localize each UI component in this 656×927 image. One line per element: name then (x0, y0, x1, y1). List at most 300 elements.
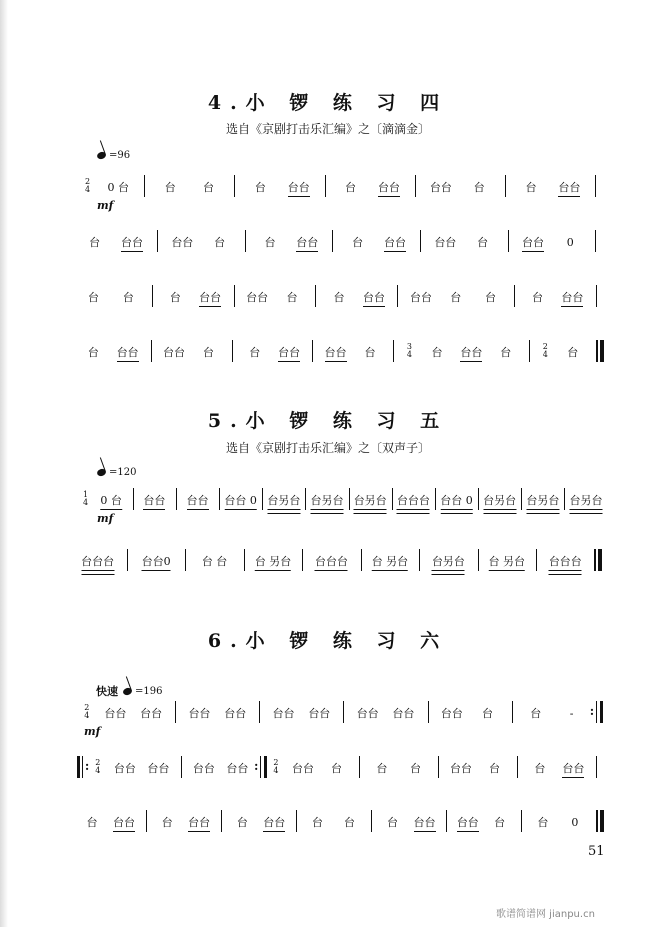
syllable-text: 台 (86, 816, 98, 829)
barline (144, 175, 145, 197)
gong-syllable (273, 707, 295, 721)
gong-syllable (88, 291, 99, 305)
gong-syllable (203, 346, 214, 360)
syllable-text: 台 (214, 236, 226, 249)
syllable-text: 台 (169, 291, 181, 304)
gong-syllable (561, 291, 583, 309)
barline (517, 756, 518, 778)
gong-syllable (143, 494, 165, 512)
time-signature-top: 2 (95, 758, 101, 767)
gong-syllable (357, 707, 379, 721)
time-signature (273, 759, 278, 775)
gong-syllable (532, 291, 543, 305)
page-number: 51 (588, 844, 605, 859)
barline (596, 285, 597, 307)
gong-syllable (104, 707, 126, 721)
syllable-text: 台台0 (141, 555, 171, 568)
underline (199, 306, 221, 309)
syllable-text: 台 (431, 346, 443, 359)
syllable-text: 台 (333, 291, 345, 304)
underline (142, 570, 171, 573)
double-underline (354, 509, 387, 514)
gong-syllable (376, 762, 387, 776)
notation-line (0, 555, 656, 595)
barline (332, 230, 333, 252)
syllable-text: 台台 0 (440, 494, 473, 507)
syllable-text: 台台 (308, 707, 331, 720)
barline (305, 488, 306, 510)
syllable-text: 台台台 (548, 555, 582, 568)
barline (536, 549, 537, 571)
barline (181, 756, 182, 778)
gong-syllable (288, 181, 310, 199)
gong-syllable (450, 762, 472, 776)
syllable-text: 台台 (377, 181, 400, 194)
gong-syllable (410, 291, 432, 305)
syllable-text: 台 (530, 707, 542, 720)
barline (315, 285, 316, 307)
syllable-text: 台另台 (526, 494, 560, 507)
gong-syllable (199, 291, 221, 309)
time-signature-top: 2 (273, 758, 279, 767)
double-underline (549, 570, 582, 575)
syllable-text: 台台 (104, 707, 127, 720)
gong-syllable (345, 181, 356, 195)
gong-syllable (315, 555, 348, 573)
gong-syllable (267, 494, 300, 514)
syllable-text: 台 (286, 291, 298, 304)
syllable-text: 台台 (226, 762, 249, 775)
syllable-text: 台 (254, 181, 266, 194)
barline (219, 488, 220, 510)
gong-syllable (562, 762, 584, 780)
repeat-start-barline (82, 756, 83, 778)
tempo-bpm: =196 (135, 685, 163, 697)
gong-syllable (432, 555, 465, 575)
gong-syllable (249, 346, 260, 360)
barline (438, 756, 439, 778)
underline (315, 570, 348, 573)
syllable-text: 台另台 (569, 494, 603, 507)
barline (596, 756, 597, 778)
syllable-text: 台 (567, 346, 579, 359)
final-barline (596, 810, 598, 832)
barline (397, 285, 398, 307)
syllable-text: 台 (161, 816, 173, 829)
syllable-text: 台台 (113, 762, 136, 775)
syllable-text: 台台 (263, 816, 286, 829)
gong-syllable (489, 555, 526, 573)
time-signature-bottom: 4 (83, 498, 89, 507)
syllable-text: 台 (494, 816, 506, 829)
gong-syllable (571, 816, 578, 830)
barline (133, 488, 134, 510)
syllable-text: 台 (537, 816, 549, 829)
gong-syllable (308, 707, 330, 721)
syllable-text: 台台 (521, 236, 544, 249)
barline (521, 488, 522, 510)
gong-syllable (430, 181, 452, 195)
barline (146, 810, 147, 832)
gong-syllable (107, 181, 129, 195)
time-signature-bottom: 4 (84, 711, 90, 720)
gong-syllable (414, 816, 436, 834)
notation-line (0, 342, 656, 386)
syllable-text: 台台 (199, 291, 222, 304)
barline (296, 810, 297, 832)
gong-syllable (522, 236, 544, 254)
double-underline (440, 509, 473, 514)
gong-syllable (286, 291, 297, 305)
barline (157, 230, 158, 252)
gong-syllable (500, 346, 511, 360)
syllable-text: 台 (485, 291, 497, 304)
syllable-text: 0 台 (107, 181, 129, 194)
gong-syllable (170, 291, 181, 305)
underline (117, 361, 139, 364)
final-barline (594, 549, 596, 571)
underline (188, 831, 210, 834)
gong-syllable (214, 236, 225, 250)
section-subtitle-4: 选自《京剧打击乐汇编》之〔滴滴金〕 (225, 122, 430, 136)
gong-syllable (530, 707, 541, 721)
gong-syllable (263, 816, 285, 834)
double-underline (432, 570, 465, 575)
notation-line (0, 236, 656, 276)
gong-syllable (558, 181, 580, 199)
syllable-text: - (569, 707, 574, 720)
barline (420, 230, 421, 252)
time-signature-top: 3 (406, 342, 413, 351)
double-underline (267, 509, 300, 514)
syllable-text: 台 台 (201, 555, 228, 568)
gong-syllable (450, 291, 461, 305)
barline (446, 810, 447, 832)
syllable-text: 台台 (558, 181, 581, 194)
barline (392, 488, 393, 510)
syllable-text: 台另台 (353, 494, 387, 507)
gong-syllable (88, 346, 99, 360)
syllable-text: 台 (343, 816, 355, 829)
gong-syllable (123, 291, 134, 305)
underline (121, 251, 143, 254)
gong-syllable (193, 762, 215, 776)
syllable-text: 台 (352, 236, 364, 249)
double-underline (311, 509, 344, 514)
gong-syllable (117, 346, 139, 364)
dynamic-mark: mf (84, 725, 101, 738)
gong-syllable (570, 707, 574, 721)
gong-syllable (292, 762, 314, 776)
dynamic-mark: mf (97, 199, 114, 212)
syllable-text: 台 (481, 707, 493, 720)
time-signature (543, 343, 548, 359)
underline (113, 831, 135, 834)
section-subtitle-5: 选自《京剧打击乐汇编》之〔双声子〕 (225, 441, 430, 455)
gong-syllable (567, 236, 574, 250)
gong-syllable (570, 494, 603, 514)
barline (508, 230, 509, 252)
barline (185, 549, 186, 571)
time-signature-top: 2 (84, 703, 90, 712)
section-title-6: 6.小 锣 练 习 六 (207, 630, 449, 652)
gong-syllable (482, 707, 493, 721)
syllable-text: 台 (500, 346, 512, 359)
tempo-word: 快速 (96, 685, 118, 698)
gong-syllable (142, 555, 171, 573)
syllable-text: 台 (87, 346, 99, 359)
time-signature-bottom: 4 (406, 350, 413, 359)
underline (143, 509, 165, 512)
gong-syllable (431, 346, 442, 360)
underline (460, 361, 482, 364)
syllable-text: 台台 (291, 762, 314, 775)
gong-syllable (264, 236, 275, 250)
syllable-text: 台 (473, 181, 485, 194)
notation-line (0, 291, 656, 331)
underline (489, 570, 526, 573)
barline (221, 810, 222, 832)
barline (262, 488, 263, 510)
underline (378, 196, 400, 199)
syllable-text: 台 (409, 762, 421, 775)
syllable-text: 台台 (224, 707, 247, 720)
underline (187, 509, 209, 512)
section-title-5: 5.小 锣 练 习 五 (207, 410, 449, 432)
gong-syllable (202, 555, 228, 569)
underline (558, 196, 580, 199)
time-signature-bottom: 4 (542, 350, 548, 359)
syllable-text: 台另台 (267, 494, 301, 507)
quarter-note-icon (96, 151, 107, 161)
gong-syllable (325, 346, 347, 364)
gong-syllable (477, 236, 488, 250)
barline (595, 175, 596, 197)
gong-syllable (331, 762, 342, 776)
syllable-text: 台台 (449, 762, 472, 775)
syllable-text: 台台 (112, 816, 135, 829)
gong-syllable (378, 181, 400, 199)
watermark: 歌谱简谱网 jianpu.cn (496, 909, 595, 920)
gong-syllable (567, 346, 578, 360)
underline (278, 361, 300, 364)
gong-syllable (165, 181, 176, 195)
syllable-text: 台 (345, 181, 357, 194)
syllable-text: 台台 (434, 236, 457, 249)
underline (296, 251, 318, 254)
gong-syllable (312, 816, 323, 830)
gong-syllable (255, 181, 266, 195)
gong-syllable (147, 762, 169, 776)
syllable-text: 台台 (356, 707, 379, 720)
syllable-text: 台台 (143, 494, 166, 507)
gong-syllable (364, 346, 375, 360)
gong-syllable (140, 707, 162, 721)
gong-syllable (410, 762, 421, 776)
syllable-text: 台台 (460, 346, 483, 359)
gong-syllable (344, 816, 355, 830)
gong-syllable (372, 555, 409, 573)
syllable-text: 台台 (278, 346, 301, 359)
gong-syllable (352, 236, 363, 250)
gong-syllable (494, 816, 505, 830)
syllable-text: 台台 (362, 291, 385, 304)
time-signature-bottom: 4 (95, 766, 101, 775)
barline (232, 340, 233, 362)
barline (127, 549, 128, 571)
syllable-text: 台 (202, 181, 214, 194)
gong-syllable (203, 181, 214, 195)
gong-syllable (549, 555, 582, 575)
gong-syllable (397, 494, 430, 514)
syllable-text: 台台 (162, 346, 185, 359)
double-underline (81, 570, 114, 575)
double-underline (570, 509, 603, 514)
syllable-text: 台台 (324, 346, 347, 359)
barline (371, 810, 372, 832)
underline (325, 361, 347, 364)
gong-syllable (113, 816, 135, 834)
syllable-text: 台 (164, 181, 176, 194)
barline (343, 701, 344, 723)
gong-syllable (489, 762, 500, 776)
underline (522, 251, 544, 254)
syllable-text: 台台 (562, 762, 585, 775)
syllable-text: 台台 (456, 816, 479, 829)
syllable-text: 台台 (296, 236, 319, 249)
barline (512, 701, 513, 723)
gong-syllable (226, 762, 248, 776)
syllable-text: 台台 (272, 707, 295, 720)
underline (224, 509, 257, 512)
underline (414, 831, 436, 834)
quarter-note-icon (122, 686, 133, 696)
syllable-text: 台台 (120, 236, 143, 249)
syllable-text: 台 (202, 346, 214, 359)
repeat-end-barline (260, 756, 261, 778)
syllable-text: 台台 (409, 291, 432, 304)
barline (349, 488, 350, 510)
double-underline (397, 509, 430, 514)
gong-syllable (163, 346, 185, 360)
underline (363, 306, 385, 309)
barline (478, 488, 479, 510)
barline (521, 810, 522, 832)
syllable-text: 台另台 (483, 494, 517, 507)
barline (245, 230, 246, 252)
gong-syllable (188, 816, 210, 834)
gong-syllable (440, 494, 473, 514)
syllable-text: 台 (387, 816, 399, 829)
syllable-text: 0 (571, 816, 579, 829)
barline (514, 285, 515, 307)
syllable-text: 台台 (287, 181, 310, 194)
time-signature-top: 2 (542, 342, 548, 351)
syllable-text: 台 (89, 236, 101, 249)
syllable-text: 台台 (440, 707, 463, 720)
barline (361, 549, 362, 571)
gong-syllable (86, 816, 97, 830)
underline (288, 196, 310, 199)
barline (259, 701, 260, 723)
gong-syllable (457, 816, 479, 834)
syllable-text: 台 (236, 816, 248, 829)
quarter-note-icon (96, 468, 107, 478)
gong-syllable (171, 236, 193, 250)
section-title-4: 4.小 锣 练 习 四 (207, 92, 449, 114)
underline (561, 306, 583, 309)
time-signature (83, 491, 88, 507)
barline (564, 488, 565, 510)
double-underline (483, 509, 516, 514)
gong-syllable (483, 494, 516, 514)
syllable-text: 台台 (188, 816, 211, 829)
syllable-text: 0 (566, 236, 574, 249)
gong-syllable (537, 816, 548, 830)
barline (595, 230, 596, 252)
syllable-text: 台台 (171, 236, 194, 249)
tempo-marking-5 (92, 467, 136, 478)
barline (234, 285, 235, 307)
time-signature-top: 2 (84, 177, 91, 186)
syllable-text: 台 (311, 816, 323, 829)
syllable-text: 台台 (429, 181, 452, 194)
gong-syllable (384, 236, 406, 254)
gong-syllable (296, 236, 318, 254)
barline (415, 175, 416, 197)
gong-syllable (188, 707, 210, 721)
underline (384, 251, 406, 254)
time-signature (85, 178, 90, 194)
gong-syllable (434, 236, 456, 250)
syllable-text: 台 (450, 291, 462, 304)
time-signature-bottom: 4 (273, 766, 279, 775)
syllable-text: 台 (249, 346, 261, 359)
gong-syllable (121, 236, 143, 254)
underline (372, 570, 409, 573)
gong-syllable (354, 494, 387, 514)
syllable-text: 台 (87, 291, 99, 304)
tempo-bpm: =96 (109, 150, 131, 161)
syllable-text: 台台 (192, 762, 215, 775)
syllable-text: 0 台 (100, 494, 122, 507)
syllable-text: 台台 (561, 291, 584, 304)
syllable-text: 台台 0 (224, 494, 257, 507)
gong-syllable (534, 762, 545, 776)
syllable-text: 台台 (246, 291, 269, 304)
syllable-text: 台 (532, 291, 544, 304)
gong-syllable (363, 291, 385, 309)
syllable-text: 台台 (413, 816, 436, 829)
barline (359, 756, 360, 778)
syllable-text: 台另台 (310, 494, 344, 507)
notation-line (0, 816, 656, 856)
syllable-text: 台台 (392, 707, 415, 720)
gong-syllable (255, 555, 292, 573)
gong-syllable (278, 346, 300, 364)
syllable-text: 台 (330, 762, 342, 775)
gong-syllable (162, 816, 173, 830)
barline (302, 549, 303, 571)
notation-line (0, 758, 656, 802)
syllable-text: 台台 (188, 707, 211, 720)
gong-syllable (187, 494, 209, 512)
barline (419, 549, 420, 571)
barline (176, 488, 177, 510)
time-signature (84, 704, 89, 720)
barline (529, 340, 530, 362)
gong-syllable (224, 707, 246, 721)
